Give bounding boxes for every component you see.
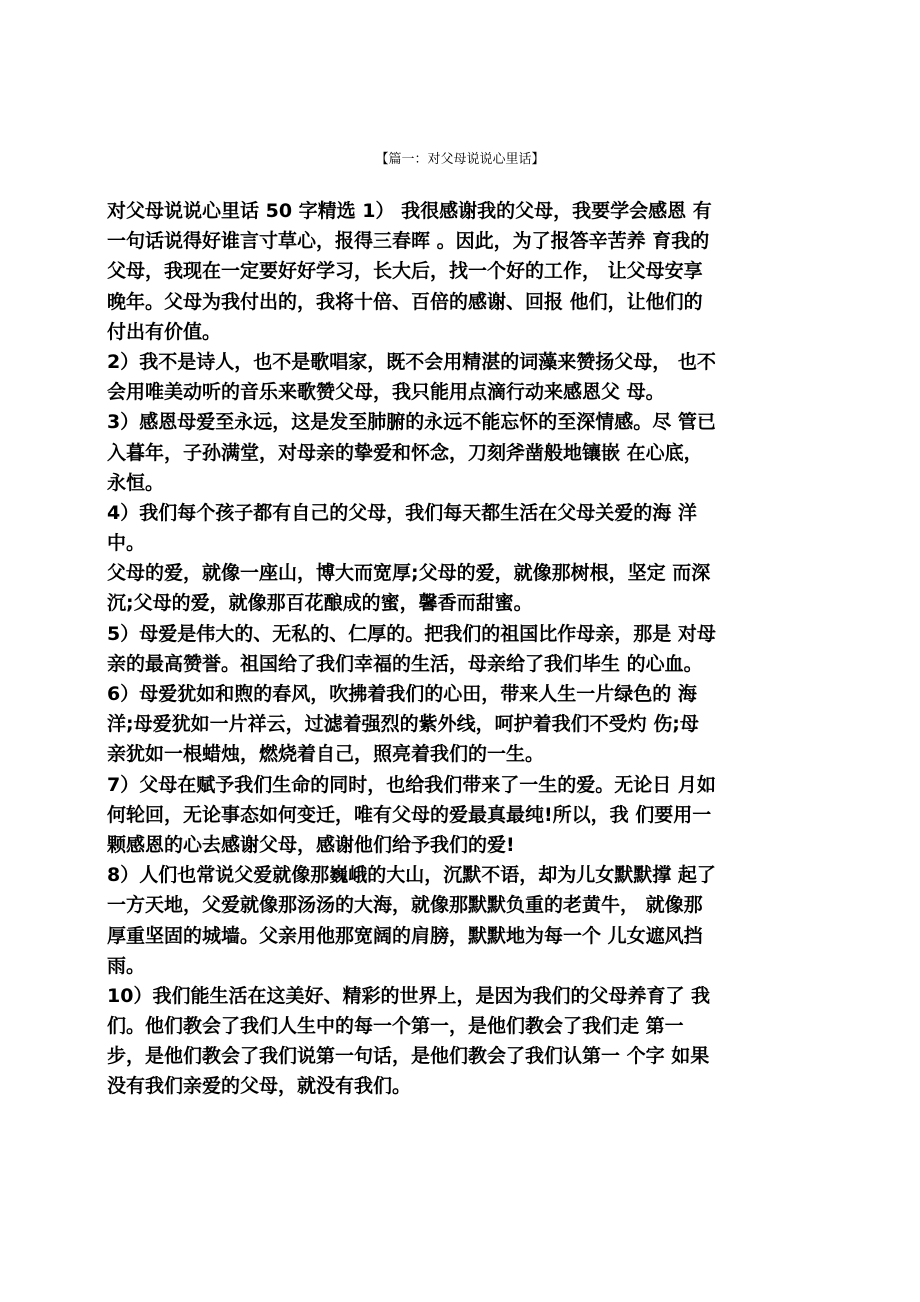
- body-line: 步，是他们教会了我们说第一句话，是他们教会了我们认第一 个字 如果: [107, 1045, 710, 1068]
- body-line: 父母，我现在一定要好好学习，长大后，找一个好的工作， 让父母安享: [107, 260, 703, 283]
- body-line: 7）父母在赋予我们生命的同时，也给我们带来了一生的爱。无论日 月如: [107, 773, 716, 796]
- body-line: 一方天地，父爱就像那汤汤的大海，就像那默默负重的老黄牛， 就像那: [107, 894, 703, 917]
- body-line: 们。他们教会了我们人生中的每一个第一，是他们教会了我们走 第一: [107, 1015, 684, 1038]
- body-line: 会用唯美动听的音乐来歌赞父母，我只能用点滴行动来感恩父 母。: [107, 381, 665, 404]
- document-body: [107, 196, 809, 1102]
- body-line: 沉;父母的爱，就像那百花酿成的蜜，馨香而甜蜜。: [107, 592, 533, 615]
- body-line: 一句话说得好谁言寸草心，报得三春晖 。因此，为了报答辛苦养 育我的: [107, 230, 710, 253]
- body-line: 亲的最高赞誉。祖国给了我们幸福的生活，母亲给了我们毕生 的心血。: [107, 652, 703, 675]
- body-line: 厚重坚固的城墙。父亲用他那宽阔的肩膀，默默地为每一个 儿女遮风挡: [107, 924, 703, 947]
- body-line: 3）感恩母爱至永远，这是发至肺腑的永远不能忘怀的至深情感。尽 管已: [107, 411, 716, 434]
- body-line: 对父母说说心里话 50 字精选 1） 我很感谢我的父母，我要学会感恩 有: [107, 200, 712, 222]
- body-line: 付出有价值。: [107, 320, 222, 343]
- body-line: 父母的爱，就像一座山，博大而宽厚;父母的爱，就像那树根，坚定 而深: [107, 562, 711, 585]
- body-line: 入暮年，子孙满堂，对母亲的挚爱和怀念，刀刻斧凿般地镶嵌 在心底，: [107, 441, 703, 464]
- body-line: 颗感恩的心去感谢父母，感谢他们给予我们的爱!: [107, 833, 515, 856]
- body-line: 晚年。父母为我付出的，我将十倍、百倍的感谢、回报 他们，让他们的: [107, 290, 703, 313]
- body-line: 何轮回，无论事态如何变迁，唯有父母的爱最真最纯!所以，我 们要用一: [107, 803, 712, 826]
- body-line: 亲犹如一根蜡烛，燃烧着自己，照亮着我们的一生。: [107, 743, 545, 766]
- body-line: 8）人们也常说父爱就像那巍峨的大山，沉默不语，却为儿女默默撑 起了: [107, 864, 716, 887]
- body-line: 2）我不是诗人，也不是歌唱家，既不会用精湛的词藻来赞扬父母， 也不: [107, 350, 716, 373]
- body-line: 雨。: [107, 954, 146, 977]
- body-line: 6）母爱犹如和煦的春风，吹拂着我们的心田，带来人生一片绿色的 海: [107, 683, 697, 705]
- body-line: 10）我们能生活在这美好、精彩的世界上，是因为我们的父母养育了 我: [107, 984, 711, 1007]
- body-line: 4）我们每个孩子都有自己的父母，我们每天都生活在父母关爱的海 洋: [107, 501, 697, 524]
- body-line: 没有我们亲爱的父母，就没有我们。: [107, 1075, 412, 1098]
- body-line: 永恒。: [107, 471, 165, 494]
- body-line: 洋;母爱犹如一片祥云，过滤着强烈的紫外线，呵护着我们不受灼 伤;母: [107, 713, 699, 736]
- body-line: 5）母爱是伟大的、无私的、仁厚的。把我们的祖国比作母亲，那是 对母: [107, 622, 716, 645]
- body-line: 中。: [107, 532, 146, 555]
- document-heading: 【篇一：对父母说说心里话】: [375, 152, 545, 167]
